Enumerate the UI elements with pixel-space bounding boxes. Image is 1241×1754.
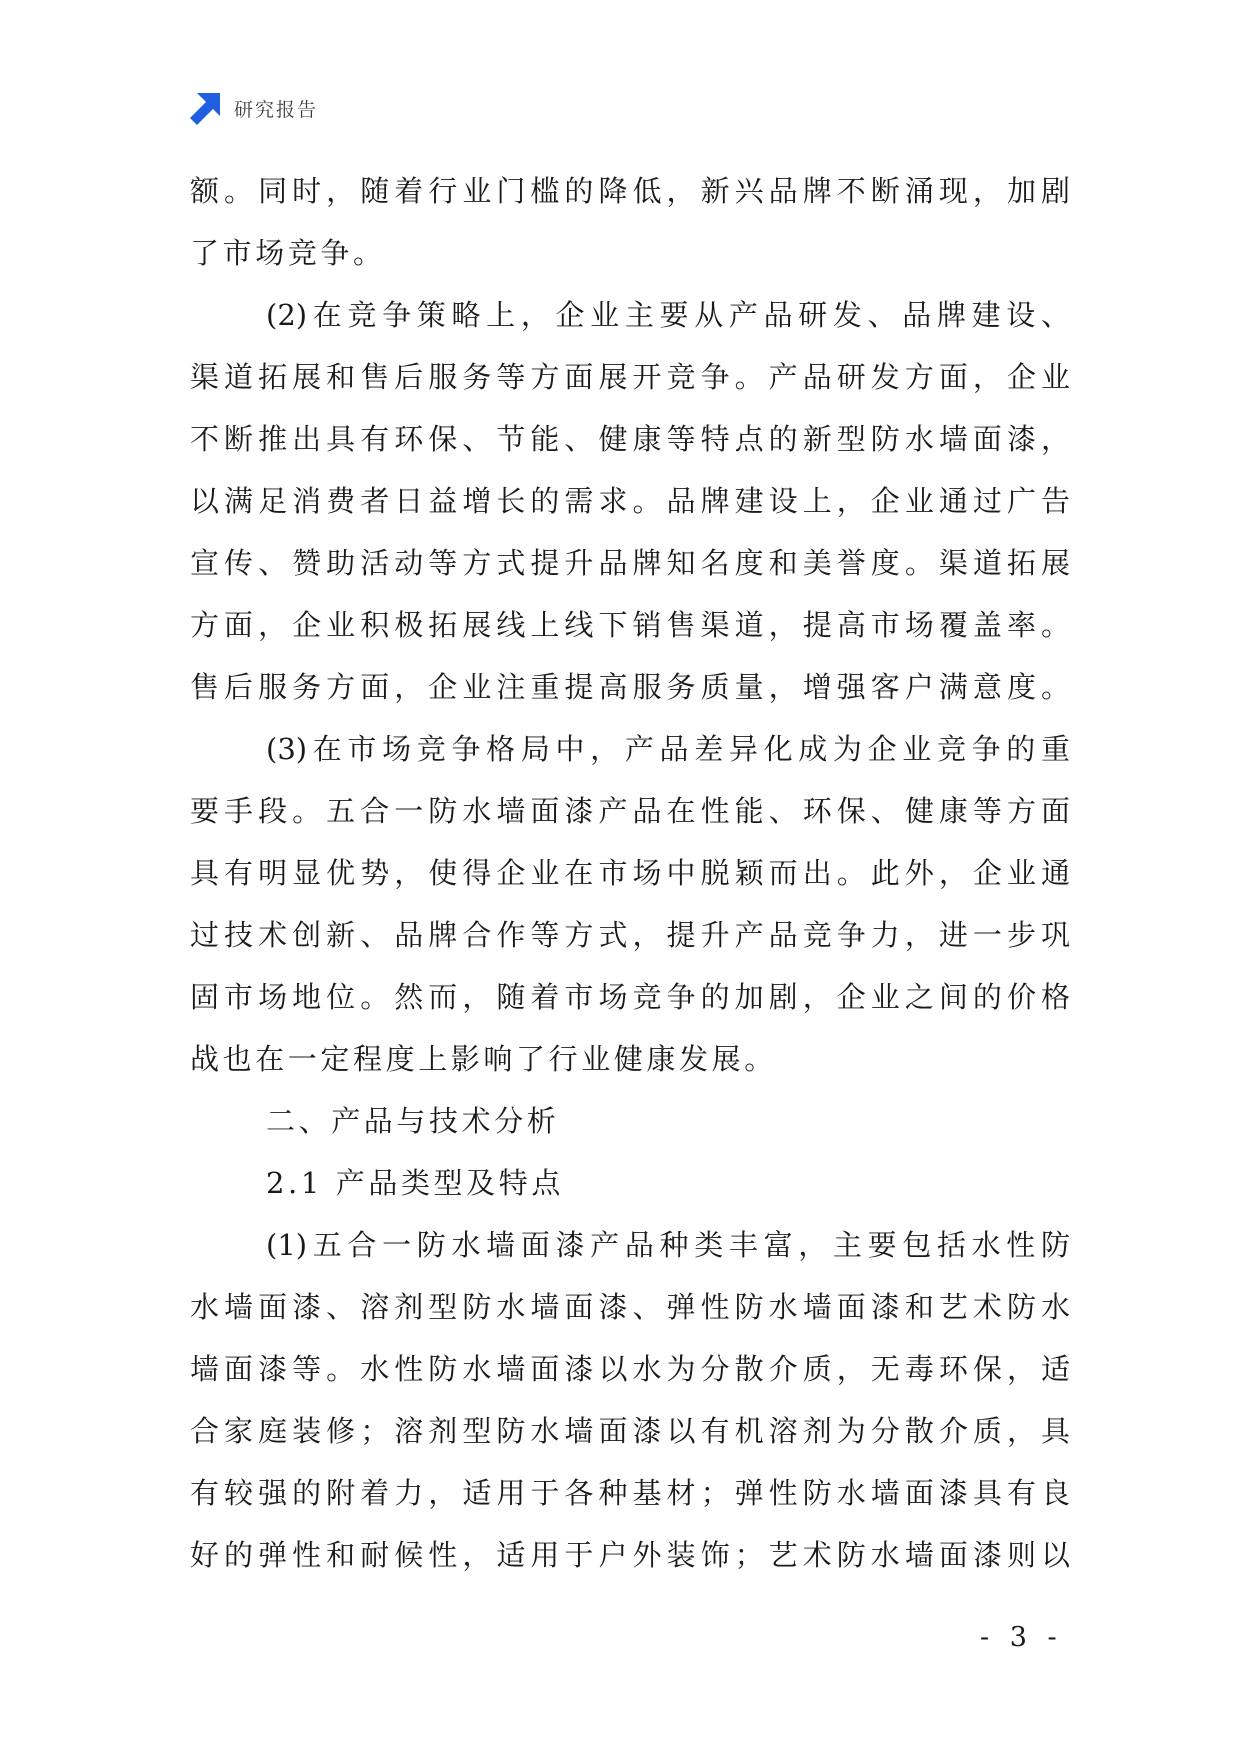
document-body [190, 160, 1070, 1586]
text-line: 具有明显优势，使得企业在市场中脱颖而出。此外，企业通 [190, 856, 1070, 890]
page-number: - 3 - [980, 1622, 1063, 1653]
text-line: 不断推出具有环保、节能、健康等特点的新型防水墙面漆， [190, 422, 1070, 456]
text-line: 宣传、赞助活动等方式提升品牌知名度和美誉度。渠道拓展 [190, 546, 1070, 580]
text-line: 以满足消费者日益增长的需求。品牌建设上，企业通过广告 [190, 484, 1070, 518]
text-line: 额。同时，随着行业门槛的降低，新兴品牌不断涌现，加剧 [190, 174, 1070, 208]
text-line: 方面，企业积极拓展线上线下销售渠道，提高市场覆盖率。 [190, 608, 1070, 642]
subsection-heading: 2.1 产品类型及特点 [266, 1166, 564, 1200]
paragraph-start-line: (1)五合一防水墙面漆产品种类丰富，主要包括水性防 [266, 1228, 1070, 1262]
paragraph-start-line: (3)在市场竞争格局中，产品差异化成为企业竞争的重 [266, 732, 1070, 766]
report-header [188, 88, 318, 128]
header-title: 研究报告 [234, 98, 319, 121]
text-line: 合家庭装修；溶剂型防水墙面漆以有机溶剂为分散介质，具 [190, 1414, 1070, 1448]
text-line: 过技术创新、品牌合作等方式，提升产品竞争力，进一步巩 [190, 918, 1070, 952]
text-line: 了市场竞争。 [190, 236, 386, 270]
section-heading: 二、产品与技术分析 [266, 1104, 560, 1138]
text-line: 售后服务方面，企业注重提高服务质量，增强客户满意度。 [190, 670, 1070, 704]
paragraph-start-line: (2)在竞争策略上，企业主要从产品研发、品牌建设、 [266, 298, 1070, 332]
text-line: 墙面漆等。水性防水墙面漆以水为分散介质，无毒环保，适 [190, 1352, 1070, 1386]
text-line: 好的弹性和耐候性，适用于户外装饰；艺术防水墙面漆则以 [190, 1538, 1070, 1572]
text-line: 有较强的附着力，适用于各种基材；弹性防水墙面漆具有良 [190, 1476, 1070, 1510]
text-line: 固市场地位。然而，随着市场竞争的加剧，企业之间的价格 [190, 980, 1070, 1014]
arrow-up-right-icon [188, 91, 222, 125]
text-line: 渠道拓展和售后服务等方面展开竞争。产品研发方面，企业 [190, 360, 1070, 394]
text-line: 水墙面漆、溶剂型防水墙面漆、弹性防水墙面漆和艺术防水 [190, 1290, 1070, 1324]
text-line: 战也在一定程度上影响了行业健康发展。 [190, 1042, 777, 1076]
text-line: 要手段。五合一防水墙面漆产品在性能、环保、健康等方面 [190, 794, 1070, 828]
